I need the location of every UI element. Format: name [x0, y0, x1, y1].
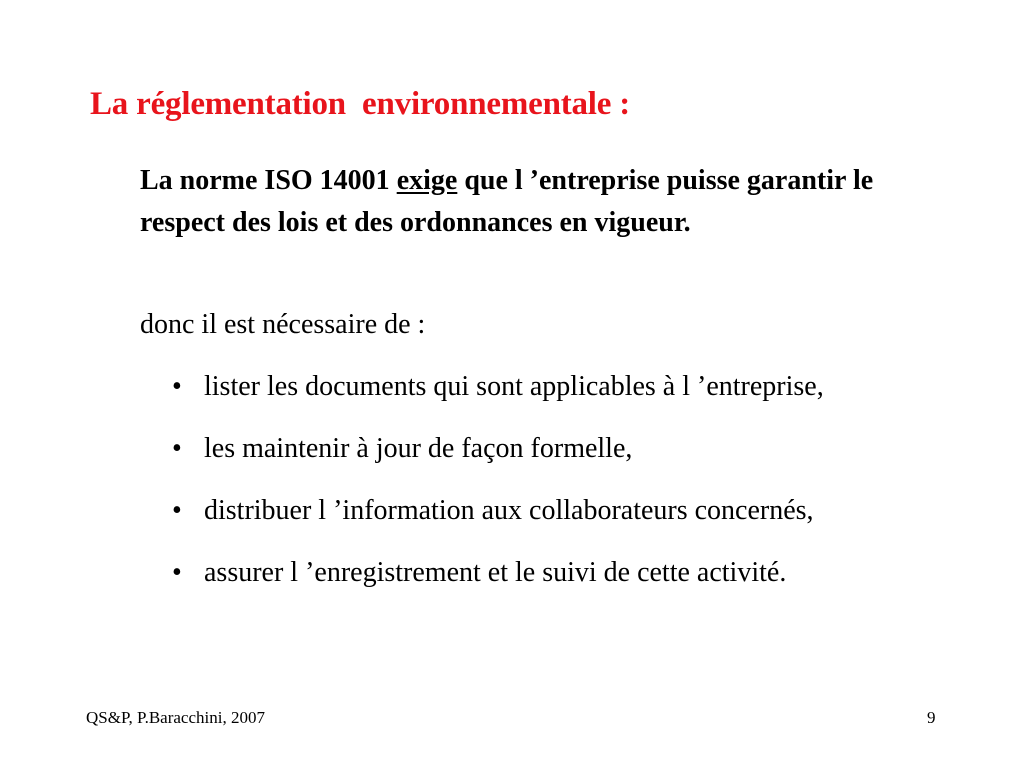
- bullet-list: [172, 367, 932, 615]
- lead-text: donc il est nécessaire de :: [140, 309, 426, 340]
- bullet-dot-icon: •: [172, 433, 182, 464]
- bullet-item: [172, 429, 932, 469]
- bullet-text: les maintenir à jour de façon formelle,: [204, 433, 633, 464]
- bullet-text: lister les documents qui sont applicables à l ’entreprise,: [204, 371, 824, 402]
- intro-paragraph: [140, 160, 900, 244]
- intro-text-before: La norme ISO 14001: [140, 165, 397, 196]
- bullet-item: [172, 553, 932, 593]
- bullet-dot-icon: •: [172, 495, 182, 526]
- bullet-item: [172, 367, 932, 407]
- bullet-text: distribuer l ’information aux collaborateurs concernés,: [204, 495, 814, 526]
- bullet-dot-icon: •: [172, 557, 182, 588]
- bullet-text: assurer l ’enregistrement et le suivi de cette activité.: [204, 557, 787, 588]
- bullet-dot-icon: •: [172, 371, 182, 402]
- intro-text-after: que l ’entreprise puisse garantir le respect des lois et des ordonnances en vigueur.: [140, 165, 874, 238]
- footer-credit: QS&P, P.Baracchini, 2007: [86, 708, 265, 727]
- intro-emphasis: exige: [396, 165, 458, 196]
- page-number: 9: [927, 708, 936, 727]
- bullet-item: [172, 491, 932, 531]
- slide-title: La réglementation environnementale :: [90, 86, 631, 122]
